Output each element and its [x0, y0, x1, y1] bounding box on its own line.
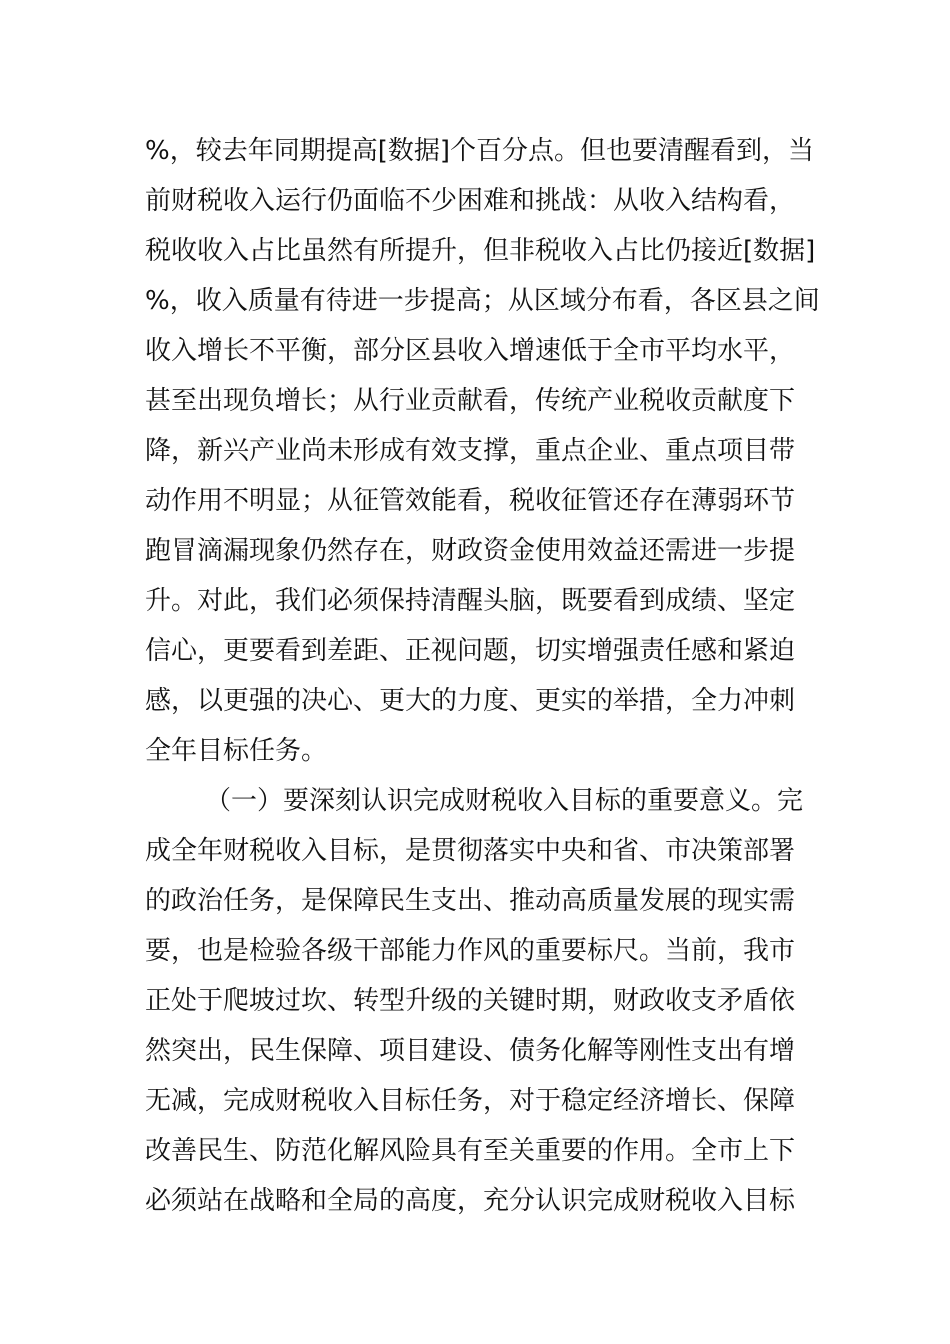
text-line: 跑冒滴漏现象仍然存在，财政资金使用效益还需进一步提 — [145, 536, 796, 566]
text-line: %，收入质量有待进一步提高；从区域分布看，各区县之间 — [145, 286, 820, 316]
text-line: 然突出，民生保障、项目建设、债务化解等刚性支出有增 — [145, 1036, 796, 1066]
text-line: 无减，完成财税收入目标任务，对于稳定经济增长、保障 — [145, 1086, 796, 1116]
text-line: %，较去年同期提高[数据]个百分点。但也要清醒看到，当 — [145, 136, 814, 166]
text-line: 甚至出现负增长；从行业贡献看，传统产业税收贡献度下 — [145, 386, 796, 416]
text-line: 升。对此，我们必须保持清醒头脑，既要看到成绩、坚定 — [145, 586, 796, 616]
text-line: 税收收入占比虽然有所提升，但非税收入占比仍接近[数据] — [145, 236, 816, 266]
body-text — [145, 126, 820, 1226]
text-line: 改善民生、防范化解风险具有至关重要的作用。全市上下 — [145, 1136, 796, 1166]
text-line: 正处于爬坡过坎、转型升级的关键时期，财政收支矛盾依 — [145, 986, 796, 1016]
text-line: 成全年财税收入目标，是贯彻落实中央和省、市决策部署 — [145, 836, 796, 866]
text-line: 感，以更强的决心、更大的力度、更实的举措，全力冲刺 — [145, 686, 796, 716]
text-line: 必须站在战略和全局的高度，充分认识完成财税收入目标 — [145, 1186, 796, 1216]
text-line: 前财税收入运行仍面临不少困难和挑战：从收入结构看， — [145, 186, 796, 216]
text-line: 要，也是检验各级干部能力作风的重要标尺。当前，我市 — [145, 936, 796, 966]
text-line: 动作用不明显；从征管效能看，税收征管还存在薄弱环节 — [145, 486, 796, 516]
text-line: 的政治任务，是保障民生支出、推动高质量发展的现实需 — [145, 886, 796, 916]
text-line: 信心，更要看到差距、正视问题，切实增强责任感和紧迫 — [145, 636, 796, 666]
text-line: 收入增长不平衡，部分区县收入增速低于全市平均水平， — [145, 336, 796, 366]
text-line: 全年目标任务。 — [145, 736, 328, 766]
section-heading-line: （一）要深刻认识完成财税收入目标的重要意义。完 — [205, 786, 804, 816]
text-line: 降，新兴产业尚未形成有效支撑，重点企业、重点项目带 — [145, 436, 796, 466]
